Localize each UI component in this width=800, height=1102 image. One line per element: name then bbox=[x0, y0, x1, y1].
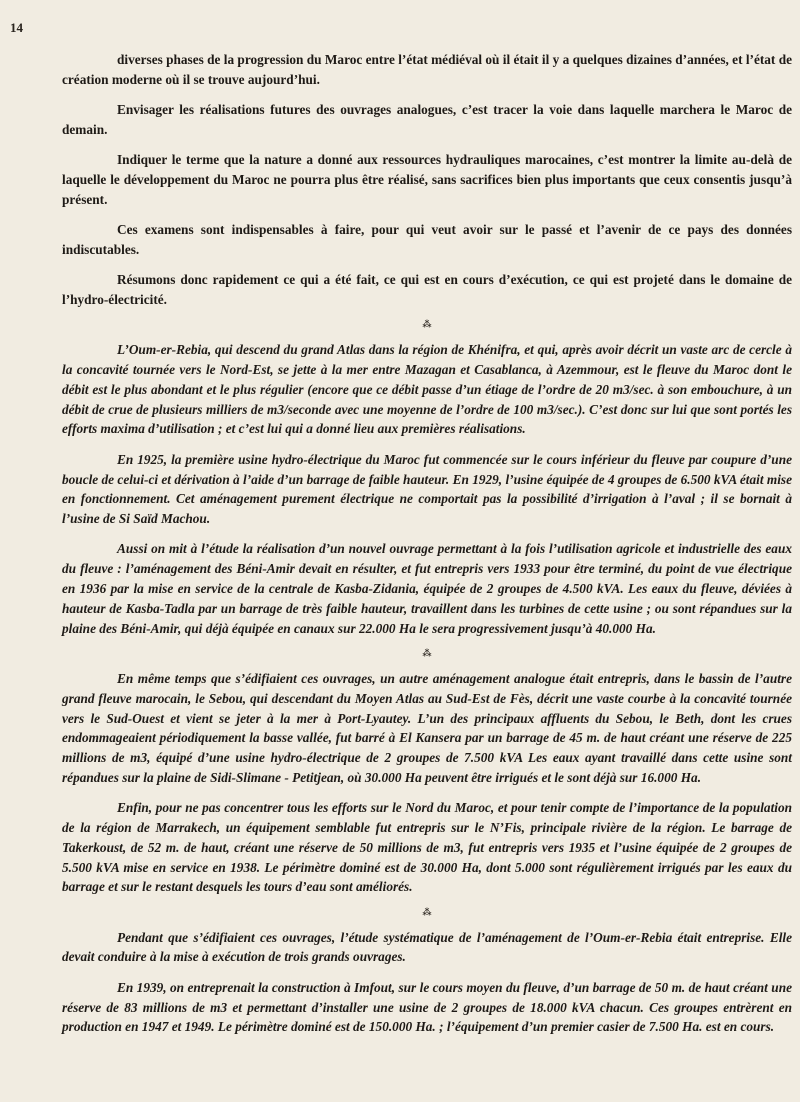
asterism-glyph: ⁂ bbox=[422, 319, 432, 330]
asterism-glyph: ⁂ bbox=[422, 906, 432, 917]
section-separator bbox=[62, 649, 792, 657]
paragraph: diverses phases de la progression du Maroc entre l’état médiéval où il était il y a quelques dizaines d’années, et l’état de création moderne où il se trouve aujourd’hui. bbox=[62, 52, 792, 87]
paragraph: Ces examens sont indispensables à faire, pour qui veut avoir sur le passé et l’avenir de ce pays des données indiscutables. bbox=[62, 222, 792, 257]
paragraph: En même temps que s’édifiaient ces ouvrages, un autre aménagement analogue était entrepris, dans le bassin de l’autre grand fleuve marocain, le Sebou, qui descendant du Moyen Atlas au Sud-Est de Fès, décrit une vaste courbe à la concavité tournée vers le Sud-Ouest et vient se jeter à la mer à Port-Lyautey. L’un des principaux affluents du Sebou, le Beth, dont les crues endommageaient périodiquement la basse vallée, fut barré à El Kansera par un barrage de 45 m. de haut créant une réserve de 225 millions de m3, équipé d’une usine hydro-électrique de 2 groupes de 7.500 kVA Les eaux ayant travaillé dans cette usine sont répandues sur la plaine de Sidi-Slimane - Petitjean, où 30.000 Ha peuvent être irrigués et le sont déjà sur 16.000 Ha. bbox=[62, 670, 792, 785]
document-body bbox=[62, 50, 792, 1048]
paragraph: Indiquer le terme que la nature a donné aux ressources hydrauliques marocaines, c’est montrer la limite au-delà de laquelle le développement du Maroc ne pourra plus être réalisé, sans sacrifices bien plus importants que ceux consentis jusqu’à présent. bbox=[62, 152, 792, 207]
paragraph: En 1925, la première usine hydro-électrique du Maroc fut commencée sur le cours inférieur du fleuve par coupure d’une boucle de celui-ci et dérivation à l’aide d’un barrage de faible hauteur. En 1929, l’usine équipée de 4 groupes de 6.500 kVA était mise en fonctionnement. Cet aménagement purement électrique ne comportait pas la possibilité d’irrigation à l’aval ; il se bornait à l’usine de Si Saïd Machou. bbox=[62, 451, 792, 527]
paragraph: Enfin, pour ne pas concentrer tous les efforts sur le Nord du Maroc, et pour tenir compte de l’importance de la population de la région de Marrakech, un équipement semblable fut entrepris sur le N’Fis, principale rivière de la région. Le barrage de Takerkoust, de 52 m. de haut, créant une réserve de 50 millions de m3, fut entrepris vers 1935 et l’usine équipée de 2 groupes de 5.500 kVA mise en service en 1938. Le périmètre dominé est de 30.000 Ha, dont 5.000 sont régulièrement irrigués par les eaux du barrage et sur le restant desquels les tours d’eau sont améliorés. bbox=[62, 800, 792, 895]
paragraph: Envisager les réalisations futures des ouvrages analogues, c’est tracer la voie dans laquelle marchera le Maroc de demain. bbox=[62, 102, 792, 137]
paragraph: Résumons donc rapidement ce qui a été fait, ce qui est en cours d’exécution, ce qui est projeté dans le domaine de l’hydro-électricité. bbox=[62, 272, 792, 307]
paragraph: Aussi on mit à l’étude la réalisation d’un nouvel ouvrage permettant à la fois l’utilisation agricole et industrielle des eaux du fleuve : l’aménagement des Béni-Amir devait en résulter, et fut entrepris vers 1933 pour être terminé, du point de vue électrique en 1936 par la mise en service de la centrale de Kasba-Zidania, équipée de 2 groupes de 4.500 kVA. Les eaux du fleuve, déviées à hauteur de Kasba-Tadla par un barrage de très faible hauteur, travaillent dans les turbines de cette usine ; ou sont répandues sur la plaine des Béni-Amir, qui déjà équipée en canaux sur 22.000 Ha le sera progressivement jusqu’à 40.000 Ha. bbox=[62, 541, 792, 636]
paragraph: Pendant que s’édifiaient ces ouvrages, l’étude systématique de l’aménagement de l’Oum-er-Rebia était entreprise. Elle devait conduire à la mise à exécution de trois grands ouvrages. bbox=[62, 929, 792, 965]
paragraph: En 1939, on entreprenait la construction à Imfout, sur le cours moyen du fleuve, d’un barrage de 50 m. de haut créant une réserve de 83 millions de m3 et permettant d’installer une usine de 2 groupes de 18.000 kVA chacun. Ces groupes entrèrent en production en 1947 et 1949. Le périmètre dominé est de 150.000 Ha. ; l’équipement d’un premier casier de 7.500 Ha. est en cours. bbox=[62, 979, 792, 1035]
asterism-glyph: ⁂ bbox=[422, 647, 432, 658]
page-number: 14 bbox=[10, 20, 23, 35]
section-separator bbox=[62, 320, 792, 328]
section-separator bbox=[62, 908, 792, 916]
paragraph: L’Oum-er-Rebia, qui descend du grand Atlas dans la région de Khénifra, et qui, après avoir décrit un vaste arc de cercle à la concavité tournée vers le Nord-Est, se jette à la mer entre Mazagan et Casablanca, à Azemmour, est le fleuve du Maroc dont le débit est le plus abondant et le plus régulier (encore que ce débit passe d’un étiage de l’ordre de 20 m3/sec. à son embouchure, à un débit de crue de plusieurs milliers de m3/seconde avec une moyenne de l’ordre de 100 m3/sec.). C’est donc sur lui que sont portés les efforts maxima d’utilisation ; et c’est lui qui a donné lieu aux premières réalisations. bbox=[62, 342, 792, 437]
